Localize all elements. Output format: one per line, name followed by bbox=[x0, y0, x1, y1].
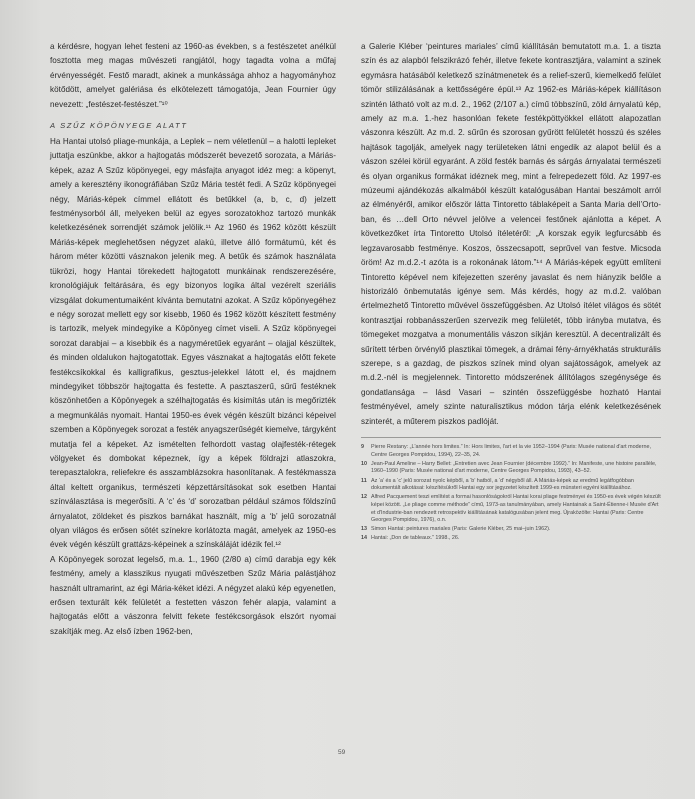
footnote-number: 13 bbox=[361, 526, 367, 533]
footnote-text: Hantai: „Don de tableaux.” 1998., 26. bbox=[371, 535, 460, 542]
footnote-item bbox=[361, 478, 661, 493]
left-paragraph-3: A Köpönyegek sorozat legelső, m.a. 1., 1960 (2/80 a) című darabja egy kék festmény, amely a klasszikus nyugati művészetben Szűz Mária palástjához használt ultramarint, az égi Mária-kéket idézi. A négyzet alakú kép egyenetlen, erősen texturált kék felületét a festetten vászon fehér alapja, valamint a hajtogatás előtt a vászonra felvitt fekete festékcsorgások elszórt nyomai szakítják meg. Az első ízben 1962-ben, bbox=[50, 554, 336, 636]
footnote-item bbox=[361, 494, 661, 524]
footnote-number: 14 bbox=[361, 535, 367, 542]
footnote-item bbox=[361, 461, 661, 476]
footnote-text: Pierre Restany: „L'année hors limites.” In: Hors limites, l'art et la vie 1952–1994 (Paris: Musée national d'art moderne, Centre Georges Pompidou, 1994), 22–35, 24. bbox=[371, 443, 651, 458]
right-column bbox=[361, 40, 661, 545]
footnote-item bbox=[361, 535, 661, 543]
footnote-number: 10 bbox=[361, 460, 367, 467]
footnote-text: Simon Hantai: peintures mariales (Paris: Galerie Kléber, 25 mai–juin 1962). bbox=[371, 526, 551, 533]
footnote-item bbox=[361, 526, 661, 534]
left-paragraph-2: Ha Hantai utolsó pliage-munkája, a Leplek – nem véletlenül – a halotti lepleket juttatja eszünkbe, akkor a hajtogatás módszerét bevezető sorozata, a Máriás-képek, azaz A Szűz köpönyegei, egy másfajta anyagot idéz meg: a köpenyt, amely a keresztény ikonográfiában Szűz Mária testét fedi. A Szűz köpönyegei négy, Máriás-képek címmel ellátott és betűkkel (a, b, c, d) jelzett festménysorból áll, melyeken belül az egyes sorozatokhoz tartozó munkák keletkezésének sorrendjét számok jelölik.¹¹ Az 1960 és 1962 között készült Máriás-képek meglehetősen négyzet alakú, illetve álló formátumú, két és három méter közötti vásznakon jelenik meg. A betűk és számok használata tükrözi, hogy Hantai törekedett hajtogatott munkáinak rendszerezésére, kronológiájuk feltárására, és egy bizonyos logika által vezérelt szeriális vizsgálat dokumentumaiként kívánta bemutatni azokat. A Szűz köpönyegéhez e négy sorozat mellett egy sor kisebb, 1960 és 1962 között készített festmény is tartozik, melyek mindegyike a Köpönyeg címet viseli. A Szűz köpönyegei sorozat darabjai – a kisebbik és a nagyméretűek egyaránt – olajjal készültek, és minden oldalukon hajtogatottak. Egyes vásznakat a hajtogatás előtt fekete festékcsíkokkal és kalligrafikus, gesztus-jelekkel látott el, és majdnem mindegyiket többször hajtogatta és festette. A pasztaszerű, sűrű festéknek köszönhetően a Köpönyegek a szélhajtogatás és kisimítás után is megőrizték a megmunkálás nyomait. Hantai 1950-es évek végén készült bizánci képeivel szemben a Köpönyegek sorozat a festék anyagszerűségét kiemelve, tárgyként mutatja fel a képeket. Az ismételten felhordott vastag olajfesték-rétegek völgyeket és dombokat képeznek, így a képek földrajzi atlaszokra, terepasztalokra, reliefekre és asszamblázsokra hasonlítanak. A festékmassza által keltett organikus, természeti képzettársításokat sok esetben Hantai színválasztása is megerősíti. A ‘c’ és ‘d’ sorozatban például számos földszínű árnyalatot, zöldeket és piszkos barnákat használt, míg a ‘b’ jelű sorozatnál olyan világos és erősen sötét színekre korlátozta magát, amelyek az 1950-es évek végén készült grattázs-képeinek a színskáláját idézik fel.¹² bbox=[50, 137, 336, 550]
footnote-number: 9 bbox=[361, 443, 364, 450]
footnote-number: 11 bbox=[361, 477, 367, 484]
section-heading: A SZŰZ KÖPÖNYEGE ALATT bbox=[50, 121, 188, 131]
footnotes bbox=[361, 444, 661, 543]
footnote-text: Jean-Paul Ameline – Harry Bellet: „Entretien avec Jean Fournier (décembre 1992).” In: Manifeste, une histoire parallèle, 1960–1990 (Paris: Musée national d'art moderne, Centre Georges Pompidou, 1993), 43–52. bbox=[371, 460, 657, 475]
right-paragraph-1: a Galerie Kléber ‘peintures mariales’ című kiállításán bemutatott m.a. 1. a tiszta szín és az alapból felszikrázó fehér, illetve fekete kontrasztjára, valamint a szinek egymásra hatásából keletkező színátmenetek és a relief-szerű, kiemelkedő felület tömör stilizálásának a kettősségére épül.¹³ Az 1962-es Máriás-képek kiállításon szintén látható volt az m.d. 2., 1962 (2/107 a.) című többszínű, zöld árnyalatú kép, amely az m.a. 1.-hez hasonlóan fekete festékpöttyökkel ellátott alapozatlan vászonra készült. Az m.d. 2. sűrűn és szorosan gyűrött felületét hosszú és széles hajtások tagolják, amelyek nagy területeken látni engedik az alapot belül és a vászon szélei körül egyaránt. A zöld festék barnás és sárgás árnyalatai természeti és olyan organikus formákat idéznek meg, mint a felrepedezett föld. Az 1997-es múzeumi ajándékozás alkalmából készült katalógusában Hantai beszámolt arról az élményéről, amikor először látta Tintoretto táblaképeit a Santa Maria dell’Orto-ban, és …dell Orto névvel jelölve a velencei festőnek ajánlotta a képet. A következőket írta Tintoretto Utolsó ítéletéről: „A korszak egyik legfurcsább és legzavarosabb festménye. Koszos, összecsapott, seprűvel van festve. Micsoda öröm! Az m.d.2.-t azóta is a rokonának látom.”¹⁴ A Máriás-képek együtt említeni Tintoretto képével nem kifejezetten szerény javaslat és nem hiányzik belőle a historizáló önbemutatás igénye sem. Más kérdés, hogy az m.d.2. valóban értelmezhető Tintoretto művével összefüggésben. Az Utolsó ítélet világos és sötét kontrasztjai robbanásszerűen szervezik meg felületét, több irányba mutatva, és tömegeket mozgatva a monumentális vászon síkján keresztül. A decentralizált és sűrített térben örvénylő plasztikai tömegek, a drámai fény-árnyékhatás strukturális szerepe, s a gazdag, de piszkos színek mind olyan sajátosságok, amelyek az m.d.2.-nél is megjelennek. Tintoretto módszerének állítólagos szegénysége és gondatlansága – lásd Vasari – szintén összefüggésbe hozható Hantai festményével, amely szinte naturalisztikus módon tárja elénk keletkezésének szinterét, a műterem piszkos padlóját. bbox=[361, 42, 661, 426]
footnote-divider bbox=[361, 437, 661, 438]
left-paragraph-1: a kérdésre, hogyan lehet festeni az 1960-as években, s a festészetet anélkül fosztotta meg magas művészeti rangjától, hogy tagadta volna a műfaj érvényességét. Festő maradt, akinek a munkássága ahhoz a hagyományhoz kötődött, amelyet galériása és elkötelezett támogatója, Jean Fournier úgy nevezett: „festészet-festészet.”¹⁰ bbox=[50, 42, 336, 109]
footnote-item bbox=[361, 444, 661, 459]
page-number: 59 bbox=[338, 749, 346, 756]
footnote-text: Alfred Pacquement teszi említést a formai hasonlóságokról Hantai korai pliage festményei és 1950-es évek végén készült képei között. „Le pliage comme méthode” című, 1973-as tanulmányában, amely Hantainak a Saint-Étienne-i Musée d'Art et d'Industrie-ban rendezett retrospektív kiállításának katalógusában jelent meg. Újraközölte: Hantai (Paris: Centre Georges Pompidou, 1976), o.n. bbox=[371, 494, 661, 524]
left-column bbox=[50, 40, 336, 639]
footnote-number: 12 bbox=[361, 494, 367, 501]
footnote-text: Az ‘a’ és a ‘c’ jelű sorozat nyolc képből, a ‘b’ hatból, a ‘d’ négyből áll. A Máriás-képek az eredmű legátfogóbban dokumentált alkotásai: készítésükről Hantai egy sor jegyzetet készített 1999-es münsteri egyéni kiállításához. bbox=[371, 477, 634, 492]
